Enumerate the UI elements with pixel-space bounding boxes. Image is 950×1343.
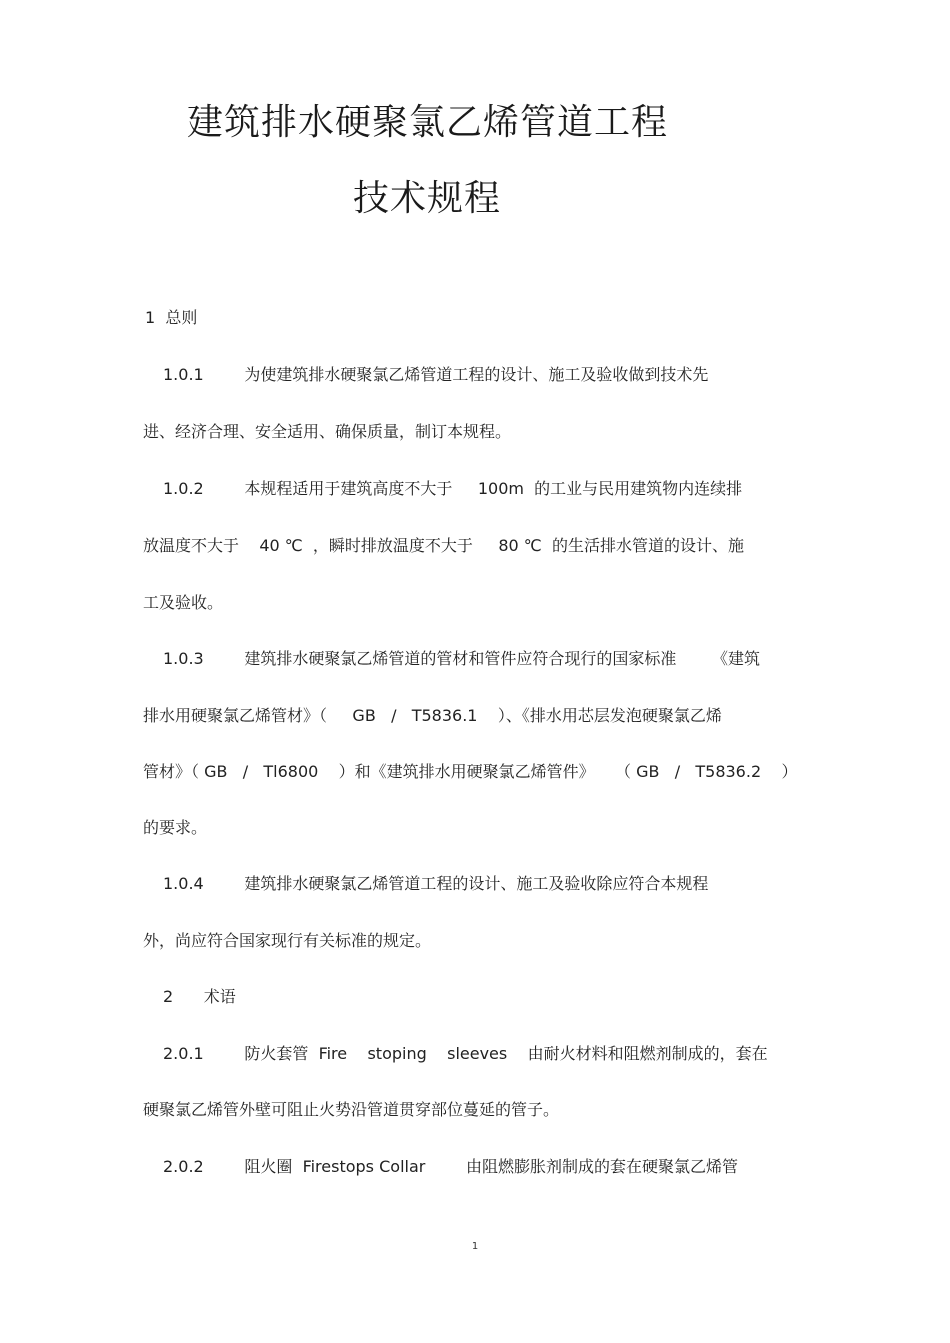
clause-1-0-4-line-1: 1.0.4 建筑排水硬聚氯乙烯管道工程的设计、施工及验收除应符合本规程 [163, 874, 709, 893]
clause-1-0-1-line-2: 进、经济合理、安全适用、确保质量，制订本规程。 [143, 422, 512, 441]
document-title-line-2: 技术规程 [353, 178, 502, 219]
clause-1-0-2-line-3: 工及验收。 [143, 593, 224, 612]
clause-1-0-4-line-2: 外，尚应符合国家现行有关标准的规定。 [143, 931, 432, 950]
clause-2-0-1-line-2: 硬聚氯乙烯管外壁可阻止火势沿管道贯穿部位蔓延的管子。 [143, 1100, 560, 1119]
section-heading-terms: 2 术语 [163, 987, 236, 1006]
page-number: 1 [471, 1241, 479, 1252]
document-title-line-1: 建筑排水硬聚氯乙烯管道工程 [187, 102, 669, 143]
clause-2-0-1-line-1: 2.0.1 防火套管 Fire stoping sleeves 由耐火材料和阻燃剂制成的，套在 [163, 1044, 768, 1063]
clause-1-0-1-line-1: 1.0.1 为使建筑排水硬聚氯乙烯管道工程的设计、施工及验收做到技术先 [163, 365, 709, 384]
clause-1-0-2-line-2: 放温度不大于 40 ℃ ，瞬时排放温度不大于 80 ℃ 的生活排水管道的设计、施 [143, 536, 744, 555]
clause-1-0-3-line-3: 管材》（ GB / Tl6800 ）和《建筑排水用硬聚氯乙烯管件》 （ GB / T5836.2 ） [143, 762, 798, 781]
section-heading-general: 1 总则 [145, 308, 198, 327]
clause-2-0-2-line-1: 2.0.2 阻火圈 Firestops Collar 由阻燃膨胀剂制成的套在硬聚氯乙烯管 [163, 1157, 739, 1176]
clause-1-0-3-line-2: 排水用硬聚氯乙烯管材》（ GB / T5836.1 ）、《排水用芯层发泡硬聚氯乙烯 [143, 706, 722, 725]
clause-1-0-3-line-4: 的要求。 [143, 818, 208, 837]
clause-1-0-2-line-1: 1.0.2 本规程适用于建筑高度不大于 100m 的工业与民用建筑物内连续排 [163, 479, 743, 498]
clause-1-0-3-line-1: 1.0.3 建筑排水硬聚氯乙烯管道的管材和管件应符合现行的国家标准 《建筑 [163, 649, 761, 668]
